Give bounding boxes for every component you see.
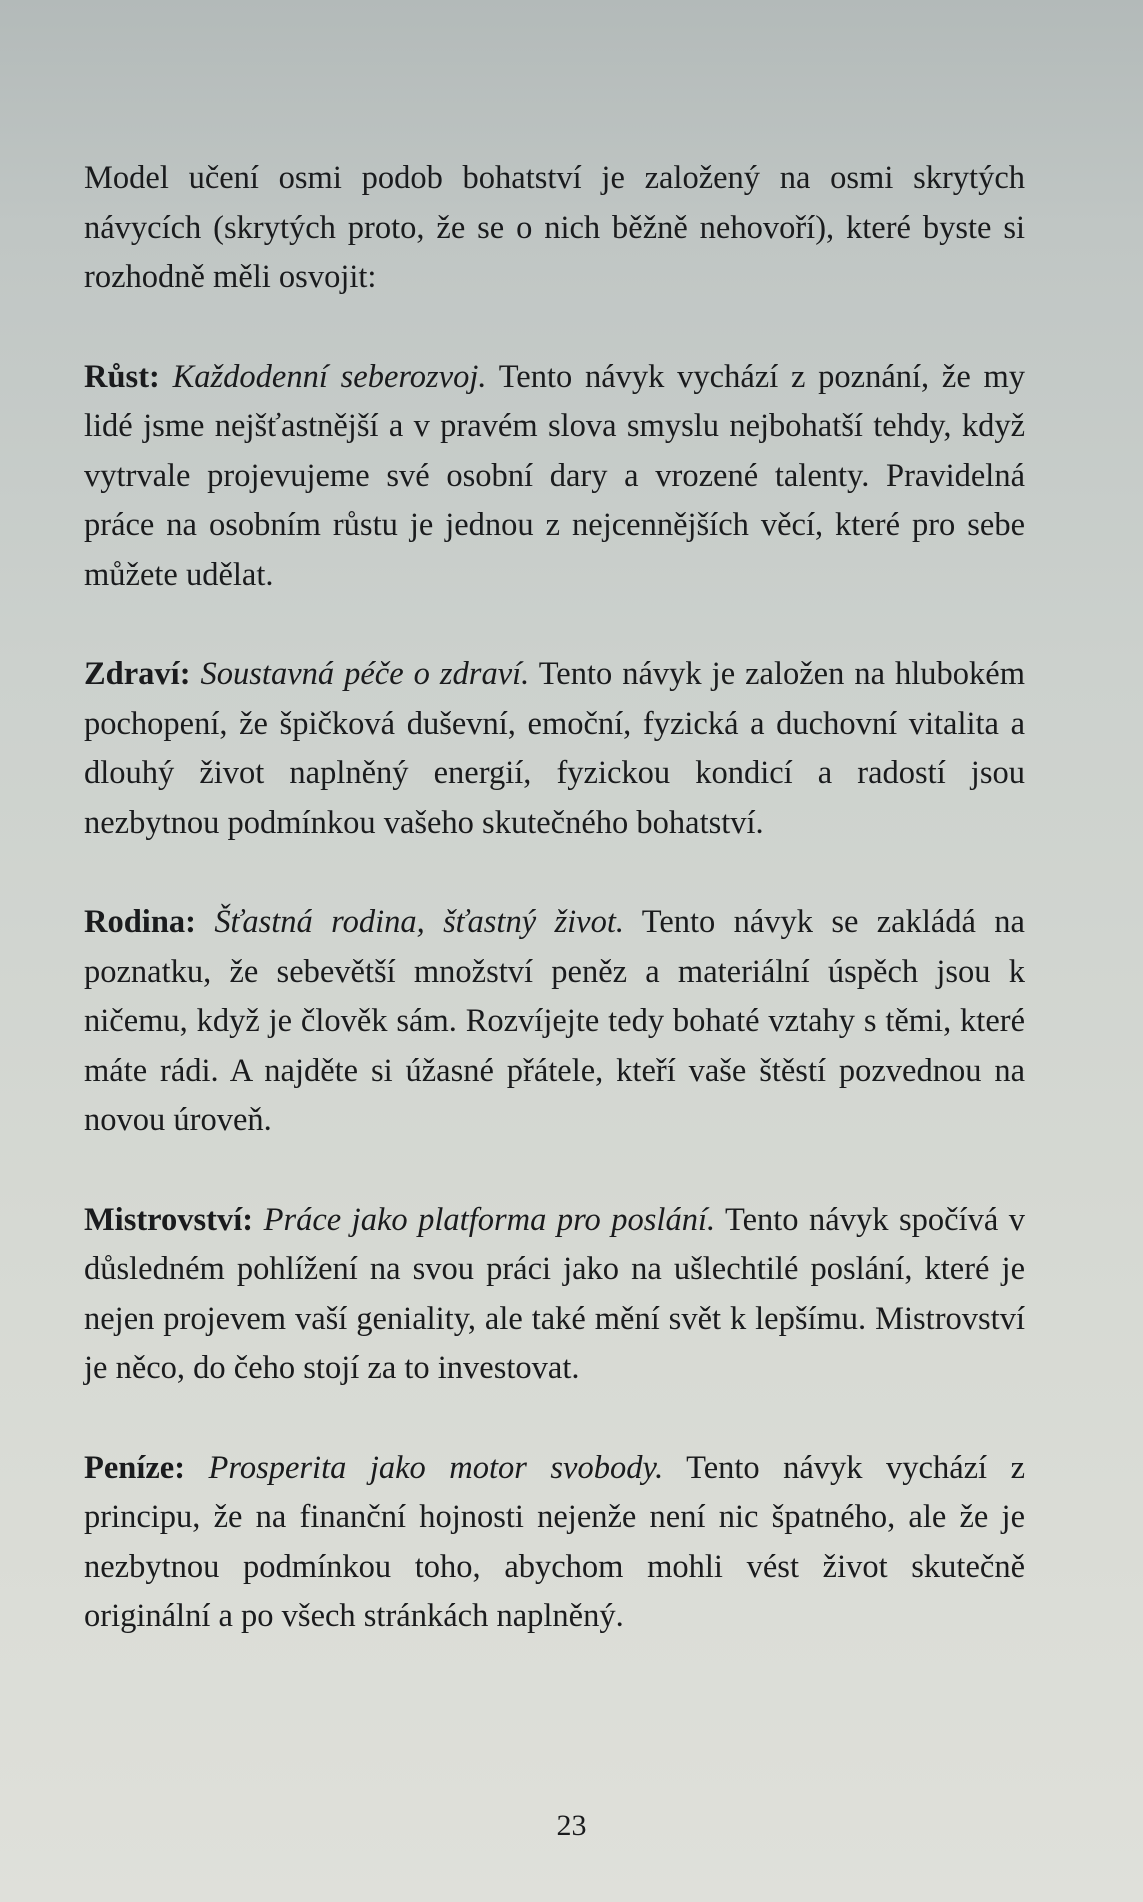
section-text: Tento návyk se zakládá na poznatku, že sebevětší množství peněz a materiální úspěch jsou k ničemu, když je člověk sám. Rozvíjejte tedy bohaté vztahy s těmi, které máte rádi. A najděte si úžasné přátele, kteří vaše štěstí pozvednou na novou úroveň.: [84, 904, 1025, 1138]
section-motto: Práce jako platforma pro poslání.: [263, 1201, 716, 1238]
section-money: [84, 1444, 1025, 1642]
section-term: Zdraví:: [84, 656, 191, 692]
section-growth: [84, 353, 1025, 601]
section-text: Tento návyk spočívá v důsledném pohlížení na svou práci jako na ušlechtilé poslání, které je nejen projevem vaší geniality, ale také mění svět k lepšímu. Mistrovství je něco, do čeho stojí za to investovat.: [84, 1201, 1025, 1386]
section-term: Peníze:: [84, 1449, 186, 1486]
section-text: Tento návyk vychází z principu, že na finanční hojnosti nejenže není nic špatného, ale že je nezbytnou podmínkou toho, abychom mohli vést život skutečně originální a po všech stránkách naplněný.: [84, 1449, 1025, 1634]
section-text: Tento návyk vychází z poznání, že my lidé jsme nejšťastnější a v pravém slova smyslu nejbohatší tehdy, když vytrvale projevujeme své osobní dary a vrozené talenty. Pravidelná práce na osobním růstu je jednou z nejcennějších věcí, které pro sebe můžete udělat.: [84, 358, 1026, 593]
section-mastery: [84, 1196, 1025, 1394]
page-number: 23: [556, 1809, 587, 1842]
section-term: Mistrovství:: [84, 1201, 254, 1238]
section-motto: Každodenní seberozvoj.: [172, 358, 487, 395]
section-text: Tento návyk je založen na hlubokém pochopení, že špičková duševní, emoční, fyzická a duchovní vitalita a dlouhý život naplněný energií, fyzickou kondicí a radostí jsou nezbytnou podmínkou vašeho skutečného bohatství.: [84, 656, 1025, 841]
intro-paragraph: Model učení osmi podob bohatství je založený na osmi skrytých návycích (skrytých proto, že se o nich běžně nehovoří), které byste si rozhodně měli osvojit:: [84, 160, 1025, 295]
section-term: Rodina:: [84, 904, 196, 940]
section-motto: Soustavná péče o zdraví.: [200, 656, 530, 692]
section-motto: Prosperita jako motor svobody.: [208, 1449, 664, 1486]
section-term: Růst:: [84, 358, 160, 395]
section-motto: Šťastná rodina, šťastný život.: [214, 904, 624, 940]
section-family: [84, 898, 1025, 1146]
section-health: [84, 650, 1025, 848]
